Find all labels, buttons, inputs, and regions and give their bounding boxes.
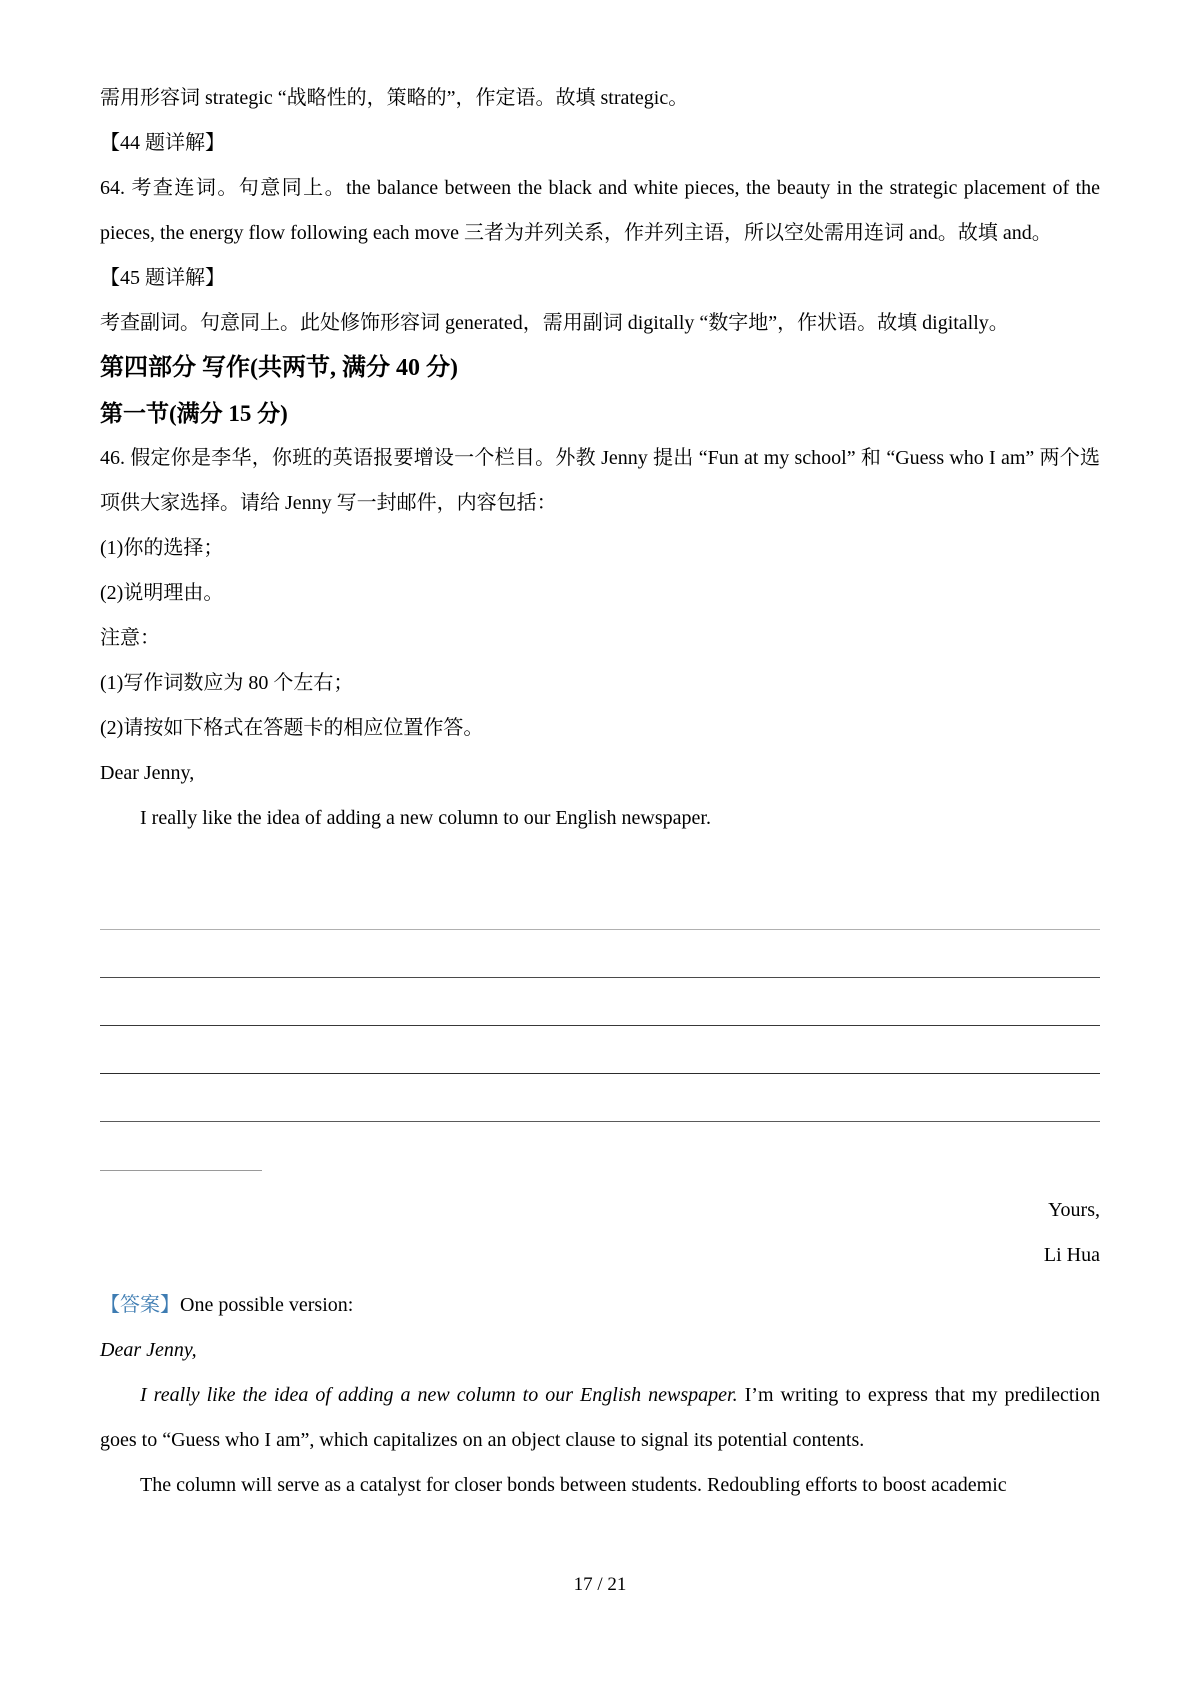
para-q45-explanation: 考查副词。句意同上。此处修饰形容词 generated，需用副词 digitally “数字地”，作状语。故填 digitally。 bbox=[100, 312, 1009, 334]
part4-writing-heading: 第四部分 写作(共两节, 满分 40 分) bbox=[100, 355, 458, 381]
para-q64-explanation: 64. 考查连词。句意同上。the balance between the black and white pieces, the beauty in the strategic placement of the pieces, the energy flow following each move 三者为并列关系，作并列主语，所以空处需用连词 and。故填 and。 bbox=[100, 177, 1100, 244]
writing-line-4 bbox=[100, 1026, 1100, 1074]
prompt-note-1: (1)写作词数应为 80 个左右； bbox=[100, 672, 354, 694]
answer-paragraph-1 bbox=[100, 1373, 1100, 1463]
writing-line-short bbox=[100, 1122, 262, 1171]
template-closing: Yours, bbox=[1048, 1199, 1100, 1221]
template-salutation: Dear Jenny, bbox=[100, 762, 195, 784]
answer-intro: One possible version: bbox=[180, 1294, 354, 1316]
template-signature: Li Hua bbox=[1043, 1244, 1100, 1266]
heading-q45-explanation: 【45 题详解】 bbox=[100, 267, 225, 289]
answer-salutation: Dear Jenny, bbox=[100, 1339, 197, 1361]
heading-q44-explanation: 【44 题详解】 bbox=[100, 132, 225, 154]
prompt-point-1: (1)你的选择； bbox=[100, 537, 224, 559]
prompt-notice: 注意： bbox=[100, 627, 160, 649]
answer-paragraph-2: The column will serve as a catalyst for closer bonds between students. Redoubling efforts to boost academic bbox=[140, 1474, 1007, 1496]
answer-paragraph-1-italic-part: I really like the idea of adding a new column to our English newspaper. bbox=[140, 1384, 738, 1406]
writing-line-2 bbox=[100, 930, 1100, 978]
page-number: 17 / 21 bbox=[573, 1574, 627, 1595]
prompt-note-2: (2)请按如下格式在答题卡的相应位置作答。 bbox=[100, 717, 484, 739]
writing-line-5 bbox=[100, 1074, 1100, 1122]
writing-line-1 bbox=[100, 882, 1100, 930]
answer-paragraph-1-regular-part: I’m writing to express that my predilection goes to “Guess who I am”, which capitalizes on an object clause to signal its potential contents. bbox=[100, 1384, 1100, 1451]
writing-line-3 bbox=[100, 978, 1100, 1026]
answer-label: 【答案】 bbox=[100, 1294, 180, 1316]
section1-heading: 第一节(满分 15 分) bbox=[100, 401, 288, 426]
para-q46-prompt: 46. 假定你是李华，你班的英语报要增设一个栏目。外教 Jenny 提出 “Fun at my school” 和 “Guess who I am” 两个选项供大家选择。请给 Jenny 写一封邮件，内容包括： bbox=[100, 447, 1100, 514]
prompt-point-2: (2)说明理由。 bbox=[100, 582, 224, 604]
answer-heading-line bbox=[100, 1283, 1100, 1328]
para-strategic-explanation: 需用形容词 strategic “战略性的，策略的”，作定语。故填 strategic。 bbox=[100, 87, 689, 109]
template-opening-sentence: I really like the idea of adding a new column to our English newspaper. bbox=[140, 807, 711, 829]
writing-area-spacer bbox=[100, 841, 1100, 882]
